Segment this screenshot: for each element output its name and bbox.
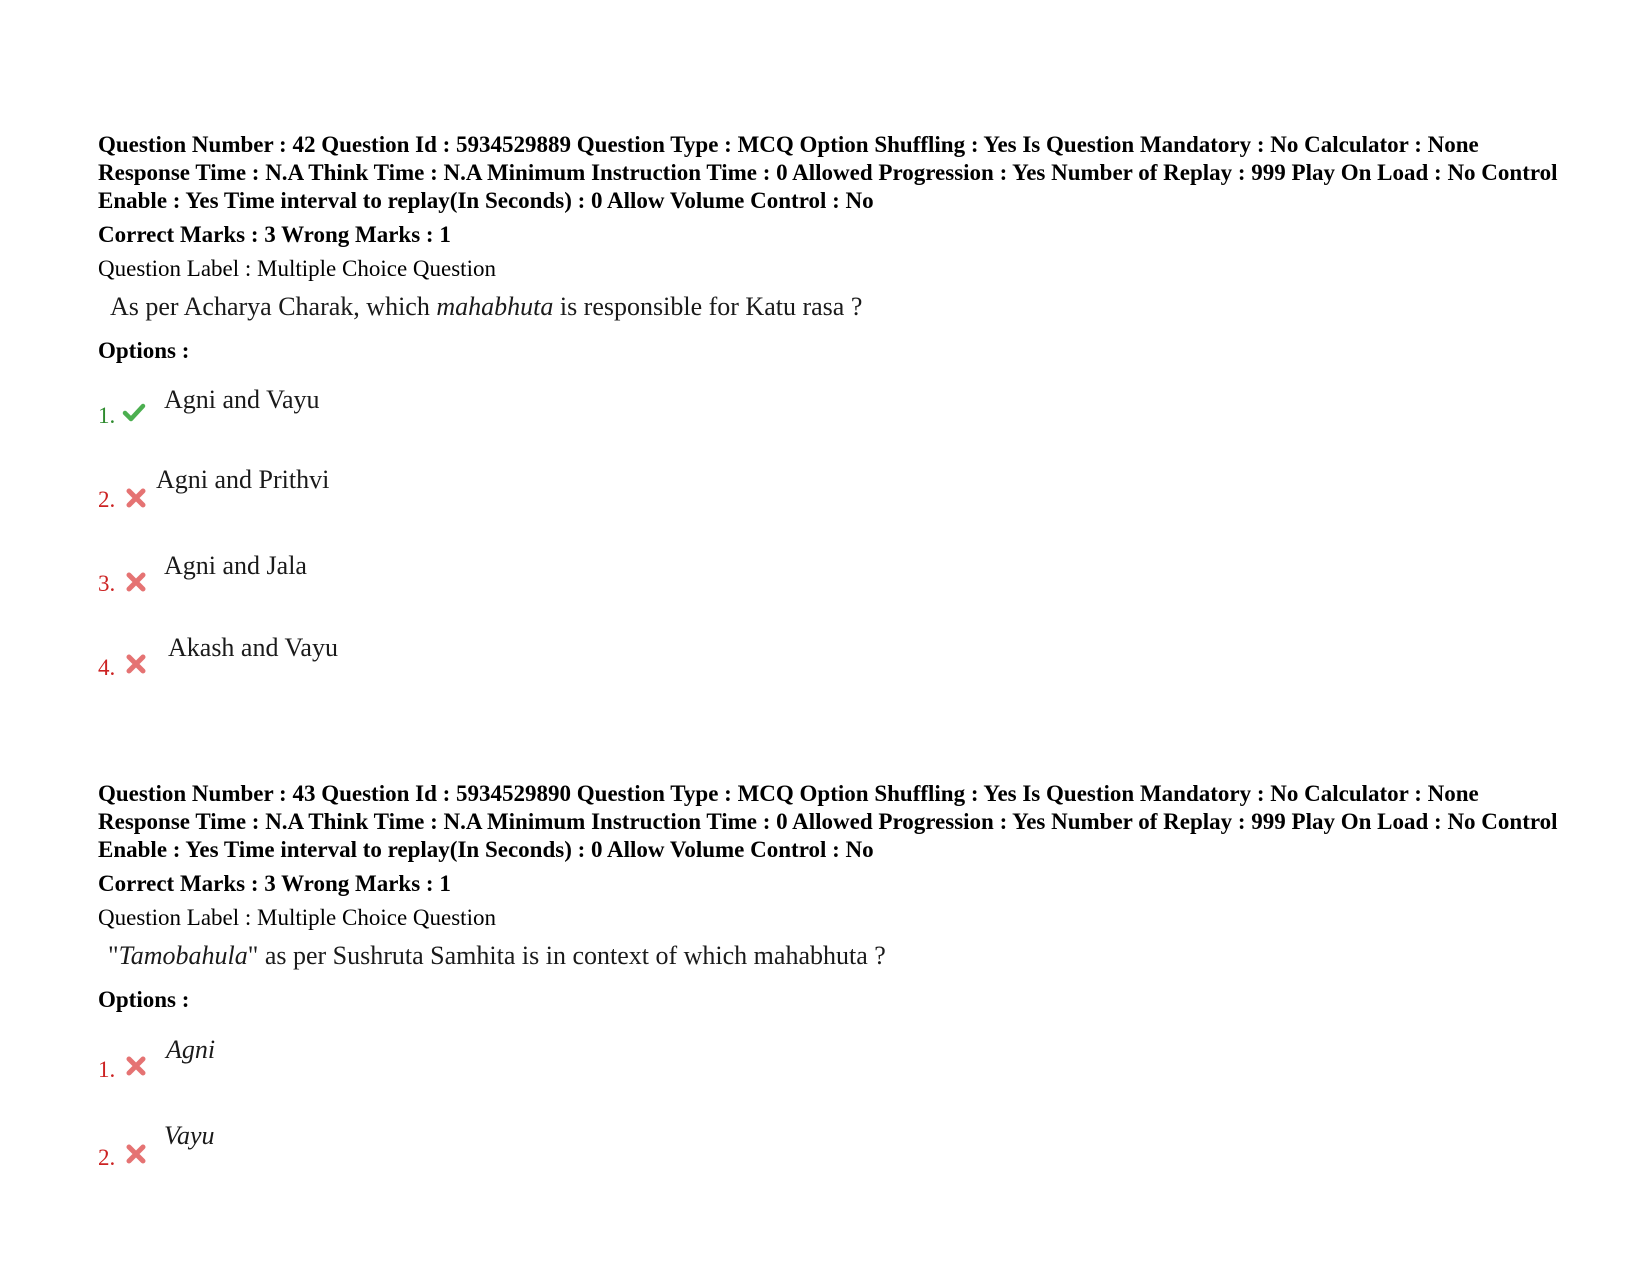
option-number: 1. bbox=[98, 403, 116, 428]
cross-icon bbox=[124, 570, 148, 594]
option-item[interactable] bbox=[98, 1035, 698, 1090]
options-heading: Options : bbox=[98, 338, 190, 363]
cross-icon bbox=[124, 486, 148, 510]
option-text: Agni bbox=[166, 1035, 216, 1064]
option-text: Akash and Vayu bbox=[168, 633, 338, 662]
question-text-italic: mahabhuta bbox=[436, 292, 554, 321]
question-meta: Question Number : 42 Question Id : 5934529889 Question Type : MCQ Option Shuffling : Yes Is Question Mandatory : No Calculator : None Response Time : N.A Think Time : N.A Minimum Instruction Time : 0 Allowed Progression : Yes Number of Replay : 999 Play On Load : No Control Enable : Yes Time interval to replay(In Seconds) : 0 Allow Volume Control : No bbox=[98, 132, 1558, 213]
option-item[interactable] bbox=[98, 633, 698, 688]
option-item[interactable] bbox=[98, 386, 698, 436]
option-text: Agni and Jala bbox=[164, 551, 307, 580]
option-number: 3. bbox=[98, 571, 116, 596]
question-block-43 bbox=[98, 780, 1568, 1014]
option-item[interactable] bbox=[98, 1121, 698, 1178]
question-text-part: " bbox=[108, 941, 119, 970]
question-text-italic: Tamobahula bbox=[118, 941, 248, 970]
question-marks: Correct Marks : 3 Wrong Marks : 1 bbox=[98, 871, 451, 896]
question-text-part: is responsible for Katu rasa ? bbox=[553, 292, 863, 321]
option-text: Agni and Prithvi bbox=[156, 465, 330, 494]
option-number: 1. bbox=[98, 1057, 116, 1082]
check-icon bbox=[122, 400, 146, 424]
question-meta: Question Number : 43 Question Id : 5934529890 Question Type : MCQ Option Shuffling : Yes Is Question Mandatory : No Calculator : None Response Time : N.A Think Time : N.A Minimum Instruction Time : 0 Allowed Progression : Yes Number of Replay : 999 Play On Load : No Control Enable : Yes Time interval to replay(In Seconds) : 0 Allow Volume Control : No bbox=[98, 781, 1558, 862]
question-label: Question Label : Multiple Choice Question bbox=[98, 256, 496, 281]
question-marks: Correct Marks : 3 Wrong Marks : 1 bbox=[98, 222, 451, 247]
question-text bbox=[98, 940, 1568, 972]
cross-icon bbox=[124, 1054, 148, 1078]
option-item[interactable] bbox=[98, 465, 698, 520]
question-block-42 bbox=[98, 131, 1568, 365]
option-number: 4. bbox=[98, 655, 116, 680]
question-text-part: " as per Sushruta Samhita is in context of which mahabhuta ? bbox=[247, 941, 886, 970]
option-number: 2. bbox=[98, 1145, 116, 1170]
question-label: Question Label : Multiple Choice Question bbox=[98, 905, 496, 930]
option-text: Agni and Vayu bbox=[164, 385, 320, 414]
cross-icon bbox=[124, 652, 148, 676]
question-text-part: As per Acharya Charak, which bbox=[110, 292, 437, 321]
cross-icon bbox=[124, 1142, 148, 1166]
option-text: Vayu bbox=[164, 1121, 215, 1150]
question-text bbox=[98, 291, 1568, 323]
option-item[interactable] bbox=[98, 551, 698, 604]
options-heading: Options : bbox=[98, 987, 190, 1012]
option-number: 2. bbox=[98, 487, 116, 512]
